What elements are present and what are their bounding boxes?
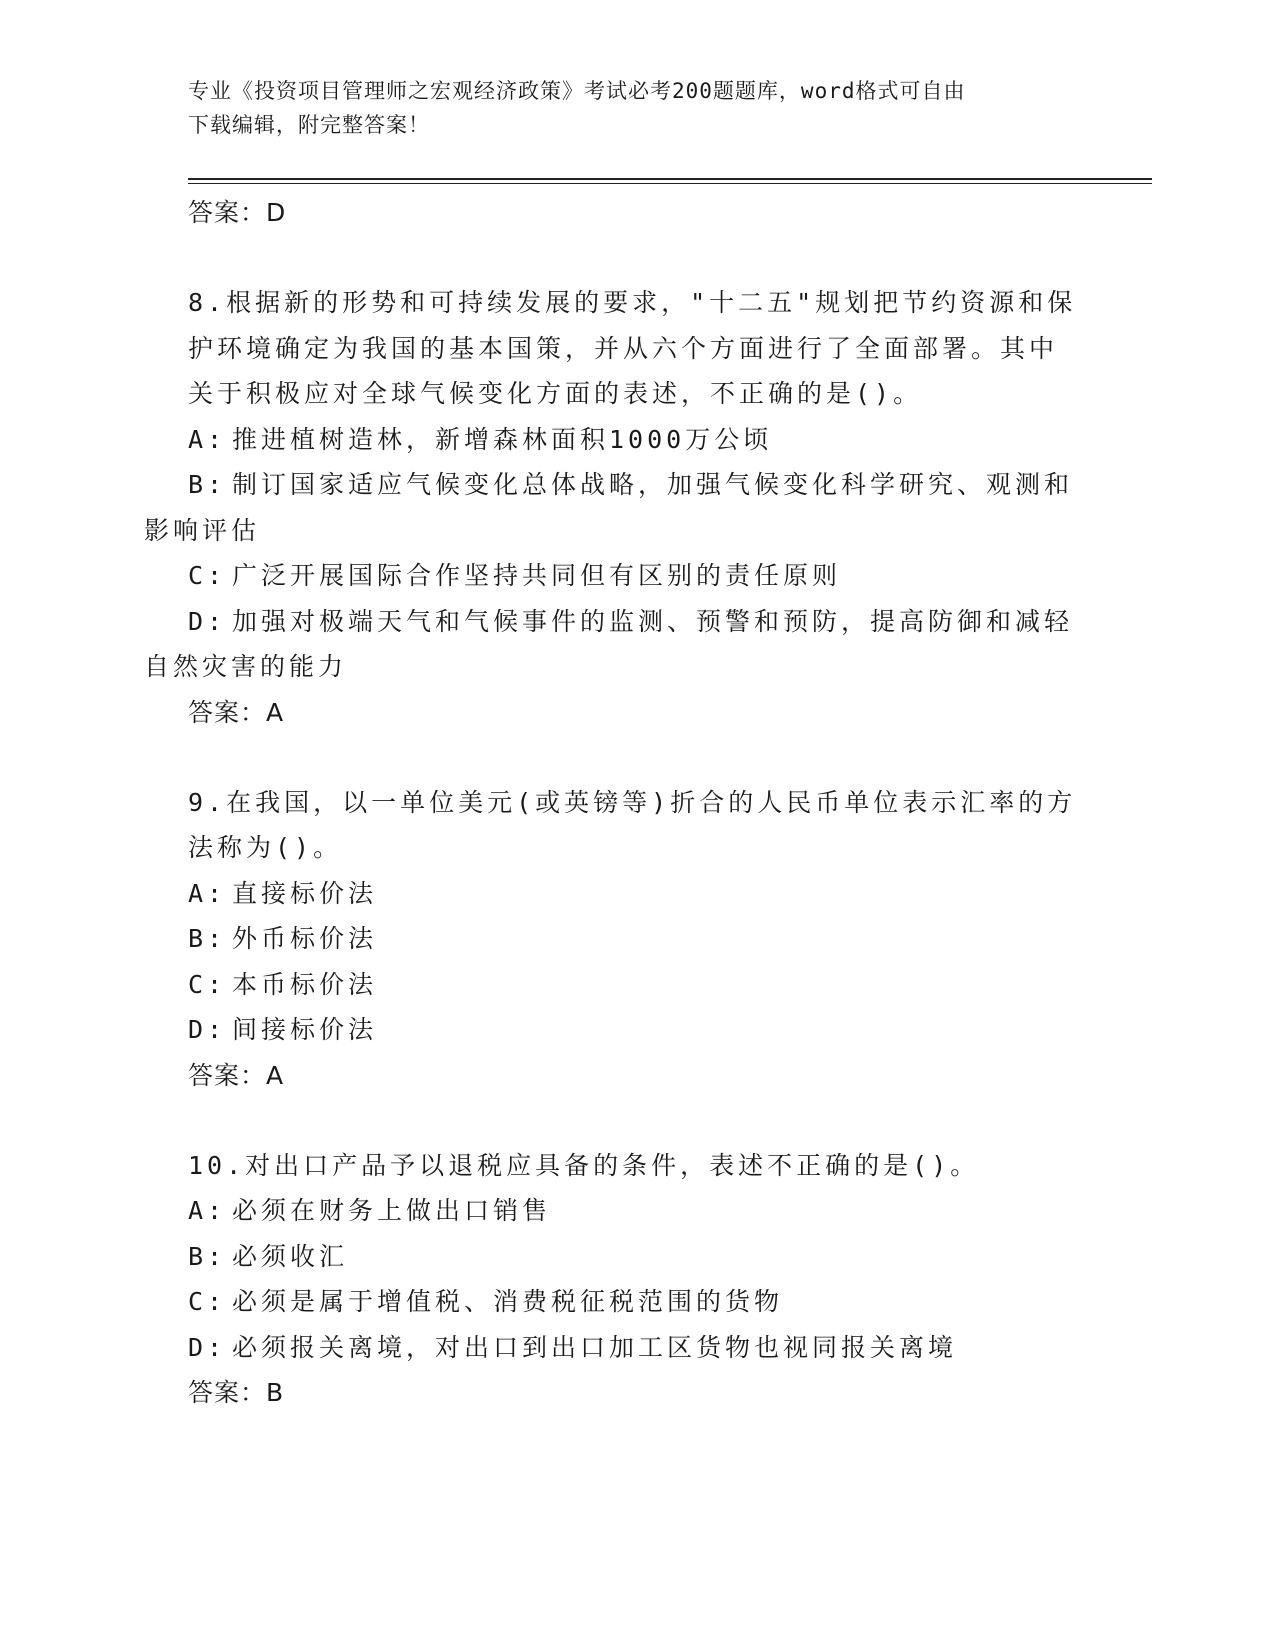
option-4 (144, 599, 1088, 690)
question-list (144, 280, 1088, 1415)
header-line-1: 专业《投资项目管理师之宏观经济政策》考试必考200题题库，word格式可自由 (188, 79, 966, 103)
option-key: A: (188, 424, 227, 454)
option-key: C: (188, 561, 227, 590)
option-text-line: 本币标价法 (232, 969, 378, 999)
option-text (232, 871, 1088, 917)
spacer (188, 735, 1088, 780)
question-stem-line: 10.对出口产品予以退税应具备的条件，表述不正确的是()。 (188, 1150, 980, 1180)
option-text-line: 必须收汇 (232, 1241, 349, 1271)
option-key: A: (188, 1196, 227, 1225)
option-key: C: (188, 1287, 227, 1316)
option-text (232, 962, 1088, 1008)
option-key: A: (188, 878, 227, 908)
option-text-line: 间接标价法 (232, 1015, 378, 1044)
option-text (232, 1279, 1088, 1325)
header-divider-thin (188, 183, 1152, 184)
question-block (188, 1143, 1088, 1416)
question-stem-line: 关于积极应对全球气候变化方面的表述，不正确的是()。 (188, 379, 923, 408)
option-text (232, 1325, 1088, 1371)
document-body (144, 190, 1088, 1415)
option-key: D: (188, 1332, 227, 1362)
question-block (144, 280, 1088, 735)
option-2 (188, 916, 1088, 962)
option-text (232, 1234, 1088, 1280)
option-3 (188, 1279, 1088, 1325)
option-4 (188, 1325, 1088, 1371)
option-2 (188, 1234, 1088, 1280)
header-line-2: 下载编辑，附完整答案！ (188, 113, 430, 137)
answer-line: 答案：A (188, 1060, 285, 1090)
option-text (144, 606, 1088, 690)
option-text-line: 加强对极端天气和气候事件的监测、预警和预防，提高防御和减轻 (232, 606, 1074, 636)
option-text-line: 自然灾害的能力 (144, 652, 348, 681)
option-text-line: 推进植树造林，新增森林面积1000万公顷 (232, 424, 773, 454)
question-stem-line: 护环境确定为我国的基本国策，并从六个方面进行了全面部署。其中 (188, 333, 1059, 363)
option-4 (188, 1007, 1088, 1053)
option-key: B: (188, 1241, 227, 1271)
option-text-line: 外币标价法 (232, 924, 378, 953)
option-key: B: (188, 924, 227, 953)
answer-line: 答案：A (188, 697, 285, 727)
option-text-line: 必须是属于增值税、消费税征税范围的货物 (232, 1287, 784, 1316)
option-text-line: 影响评估 (144, 515, 261, 545)
option-text-line: 必须在财务上做出口销售 (232, 1196, 552, 1225)
option-key: D: (188, 606, 227, 636)
spacer (188, 235, 1088, 280)
question-stem-line: 法称为()。 (188, 833, 343, 862)
option-key: B: (188, 470, 227, 499)
question-stem-line: 9.在我国，以一单位美元(或英镑等)折合的人民币单位表示汇率的方 (188, 787, 1077, 817)
question-block (188, 780, 1088, 1098)
option-2 (144, 462, 1088, 553)
option-text (232, 916, 1088, 962)
option-key: C: (188, 969, 227, 999)
option-text (144, 470, 1088, 553)
option-3 (188, 962, 1088, 1008)
option-1 (188, 1188, 1088, 1234)
option-text-line: 广泛开展国际合作坚持共同但有区别的责任原则 (232, 561, 842, 590)
question-stem-line: 8.根据新的形势和可持续发展的要求，"十二五"规划把节约资源和保 (188, 288, 1077, 317)
option-text-line: 制订国家适应气候变化总体战略，加强气候变化科学研究、观测和 (232, 470, 1074, 499)
previous-answer: 答案：D (188, 198, 287, 227)
option-1 (188, 417, 1088, 463)
header-divider (188, 178, 1152, 180)
option-text-line: 直接标价法 (232, 878, 378, 908)
option-key: D: (188, 1015, 227, 1044)
answer-line: 答案：B (188, 1378, 285, 1407)
page-header (188, 74, 1088, 142)
option-text-line: 必须报关离境，对出口到出口加工区货物也视同报关离境 (232, 1332, 958, 1362)
option-3 (188, 553, 1088, 599)
option-text (232, 1007, 1088, 1053)
option-text (232, 1188, 1088, 1234)
option-1 (188, 871, 1088, 917)
spacer (188, 1098, 1088, 1143)
option-text (232, 553, 1088, 599)
option-text (232, 417, 1088, 463)
